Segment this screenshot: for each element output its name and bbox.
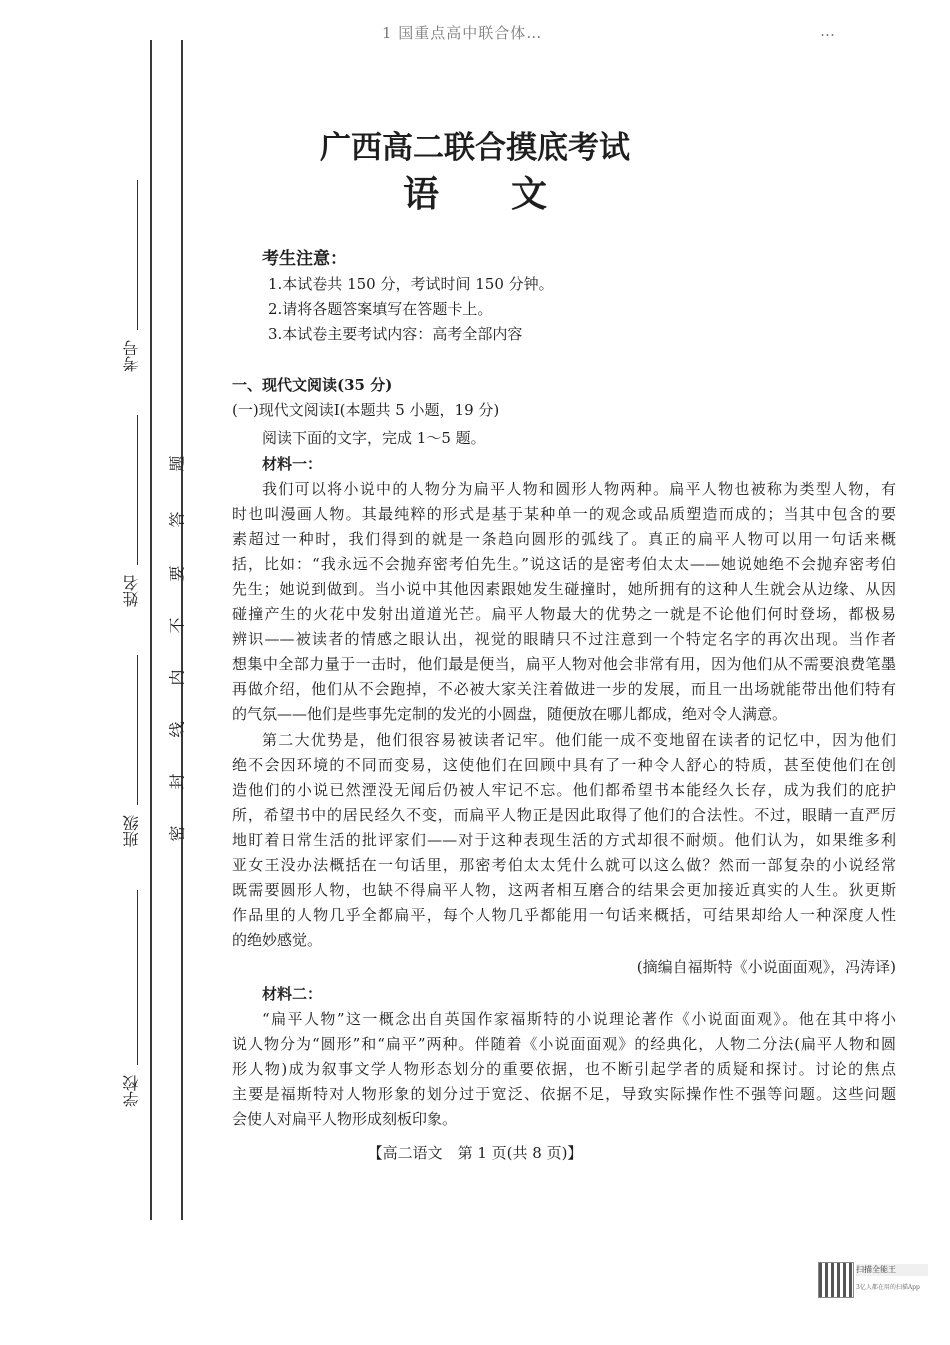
material1-line: 绝不会因环境的不同而变易，这使他们在回顾中具有了一种令人舒心的特质，甚至使他们在创 <box>232 756 896 774</box>
material1-line: 的气氛——他们是些事先定制的发光的小圆盘，随便放在哪儿都成，绝对令人满意。 <box>232 705 788 723</box>
material1-line: 碰撞产生的火花中发射出道道光芒。扁平人物最大的优势之一就是不论他们何时登场，都极易 <box>232 605 896 623</box>
class-underline <box>137 655 138 805</box>
field-class: 班级 <box>122 815 141 847</box>
material1-line: 第二大优势是，他们很容易被读者记牢。他们能一成不变地留在读者的记忆中，因为他们 <box>262 731 896 749</box>
notice-item: 3.本试卷主要考试内容：高考全部内容 <box>268 325 523 343</box>
section-heading: 一、现代文阅读(35 分) <box>232 376 393 394</box>
top-right-header: … <box>820 22 836 40</box>
material1-line: 时也叫漫画人物。其最纯粹的形式是基于某种单一的观念或品质塑造而成的；当其中包含的要 <box>232 505 896 523</box>
top-left-header: 1 国重点高中联合体… <box>382 24 543 42</box>
material1-line: 所，希望书中的居民经久不变，而扁平人物正是因此取得了他们的合法性。不过，眼睛一直严厉 <box>232 806 896 824</box>
field-name: 姓名 <box>122 575 141 607</box>
seal-char: 内 <box>167 669 187 686</box>
seal-char: 不 <box>167 617 187 634</box>
field-school: 学校 <box>122 1075 141 1107</box>
instruction: 阅读下面的文字，完成 1～5 题。 <box>262 429 486 447</box>
notice-heading: 考生注意： <box>262 249 347 269</box>
qr-code-icon <box>818 1262 854 1298</box>
seal-char: 答 <box>167 511 187 528</box>
name-underline <box>137 415 138 565</box>
material1-line: 辨识——被读者的情感之眼认出，视觉的眼睛只不过注意到一个特定名字的再次出现。当作者 <box>232 630 896 648</box>
material1-line: 想集中全部力量于一击时，他们最是便当，扁平人物对他会非常有用，因为他们从不需要浪费笔墨 <box>232 655 896 673</box>
material2-line: 主要是福斯特对人物形象的划分过于宽泛、依据不足，导致实际操作性不强等问题。这些问题 <box>232 1085 896 1103</box>
exam-title: 广西高二联合摸底考试 <box>320 130 630 166</box>
scanner-brand: 扫描全能王 <box>856 1264 928 1276</box>
material1-line: 造他们的小说已然湮没无闻后仍被人牢记不忘。他们都希望书本能经久长存，成为我们的庇护 <box>232 781 896 799</box>
material1-line: 我们可以将小说中的人物分为扁平人物和圆形人物两种。扁平人物也被称为类型人物，有 <box>262 480 896 498</box>
binding-line-left <box>150 40 152 1220</box>
material2-line: “扁平人物”这一概念出自英国作家福斯特的小说理论著作《小说面面观》。他在其中将小 <box>262 1010 896 1028</box>
seal-char: 密 <box>167 825 187 842</box>
material1-line: 亚女王没办法概括在一句话里，那密考伯太太凭什么就可以这么做？然而一部复杂的小说经常 <box>232 856 896 874</box>
notice-item: 1.本试卷共 150 分，考试时间 150 分钟。 <box>268 275 554 293</box>
material1-line: 括，比如：“我永远不会抛弃密考伯先生。”说这话的是密考伯太太——她说她绝不会抛弃密考伯 <box>232 555 896 573</box>
material2-line: 会使人对扁平人物形成刻板印象。 <box>232 1110 458 1128</box>
material1-line: 素超过一种时，我们得到的就是一条趋向圆形的弧线了。真正的扁平人物可以用一句话来概 <box>232 530 896 548</box>
material1-label: 材料一： <box>262 455 323 473</box>
seal-char: 封 <box>167 773 187 790</box>
material1-line: 再做介绍，他们从不会跑掉，不必被大家关注着做进一步的发展，而且一出场就能带出他们特有 <box>232 680 896 698</box>
seal-char: 题 <box>167 455 187 472</box>
material1-line: 的绝妙感觉。 <box>232 931 323 949</box>
subject-title: 语 文 <box>402 173 547 215</box>
school-underline <box>137 890 138 1065</box>
seal-char: 线 <box>167 721 187 738</box>
material1-line: 地盯着日常生活的批评家们——对于这种表现生活的方式却很不耐烦。他们认为，如果维多利 <box>232 831 896 849</box>
material2-line: 说人物分为“圆形”和“扁平”两种。伴随着《小说面面观》的经典化，人物二分法(扁平人物和圆 <box>232 1035 896 1053</box>
material1-source: (摘编自福斯特《小说面面观》，冯涛译) <box>636 958 896 976</box>
scanner-brand-sub: 3亿人都在用的扫描App <box>856 1284 920 1291</box>
material1-line: 作品里的人物几乎全都扁平，每个人物几乎都能用一句话来概括，可结果却给人一种深度人性 <box>232 906 896 924</box>
material2-line: 形人物)成为叙事文学人物形态划分的重要依据，也不断引起学者的质疑和探讨。讨论的焦点 <box>232 1060 896 1078</box>
material1-line: 既需要圆形人物，也缺不得扁平人物，这两者相互磨合的结果会更加接近真实的人生。狄更斯 <box>232 881 896 899</box>
page-footer: 【高二语文 第 1 页(共 8 页)】 <box>367 1144 583 1162</box>
subsection-heading: (一)现代文阅读Ⅰ(本题共 5 小题，19 分) <box>232 401 500 419</box>
notice-item: 2.请将各题答案填写在答题卡上。 <box>268 300 493 318</box>
material1-line: 先生；她说到做到。当小说中其他因素跟她发生碰撞时，她所拥有的这种人生就会从边缘、从因 <box>232 580 896 598</box>
seal-char: 要 <box>167 565 187 582</box>
field-exam-number: 考号 <box>122 340 141 372</box>
material2-label: 材料二： <box>262 985 323 1003</box>
